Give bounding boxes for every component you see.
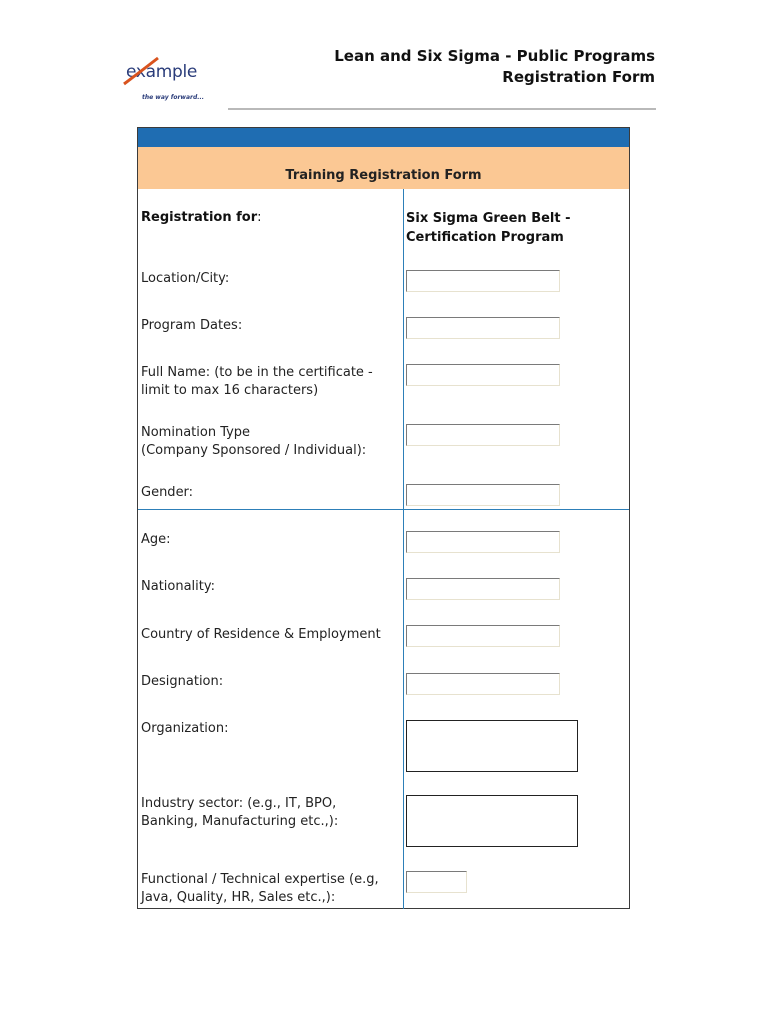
nationality-field[interactable] — [406, 578, 560, 600]
nomination-type-label: Nomination Type (Company Sponsored / Individual): — [141, 425, 367, 458]
location-field[interactable] — [406, 270, 560, 292]
registration-for-label: Registration for: — [141, 210, 262, 225]
industry-sector-field[interactable] — [406, 795, 578, 847]
gender-label: Gender: — [141, 485, 194, 500]
nationality-label: Nationality: — [141, 579, 216, 594]
country-field[interactable] — [406, 625, 560, 647]
designation-field[interactable] — [406, 673, 560, 695]
registration-form — [137, 127, 630, 909]
expertise-field[interactable] — [406, 871, 467, 893]
expertise-label: Functional / Technical expertise (e.g, Java, Quality, HR, Sales etc.,): — [141, 872, 379, 905]
designation-label: Designation: — [141, 674, 224, 689]
gender-field[interactable] — [406, 484, 560, 506]
program-dates-field[interactable] — [406, 317, 560, 339]
program-name: Six Sigma Green Belt - Certification Program — [406, 211, 571, 245]
logo-wordmark: example — [126, 62, 198, 82]
logo-swoosh-icon — [122, 54, 162, 88]
nomination-type-field[interactable] — [406, 424, 560, 446]
location-label: Location/City: — [141, 271, 230, 286]
company-logo — [116, 50, 226, 108]
full-name-field[interactable] — [406, 364, 560, 386]
form-title: Training Registration Form — [285, 168, 482, 183]
industry-sector-label: Industry sector: (e.g., IT, BPO, Banking, Manufacturing etc.,): — [141, 796, 339, 829]
row-divider — [138, 509, 629, 510]
country-label: Country of Residence & Employment — [141, 627, 381, 642]
logo-tagline: the way forward... — [142, 94, 205, 101]
organization-label: Organization: — [141, 721, 229, 736]
page-title — [334, 46, 655, 88]
age-field[interactable] — [406, 531, 560, 553]
title-line-2: Registration Form — [502, 68, 655, 86]
column-divider — [403, 189, 404, 909]
title-line-1: Lean and Six Sigma - Public Programs — [334, 47, 655, 65]
program-dates-label: Program Dates: — [141, 318, 243, 333]
age-label: Age: — [141, 532, 171, 547]
header-divider — [228, 108, 656, 110]
full-name-label: Full Name: (to be in the certificate - limit to max 16 characters) — [141, 365, 373, 398]
form-header-band — [138, 128, 629, 147]
organization-field[interactable] — [406, 720, 578, 772]
